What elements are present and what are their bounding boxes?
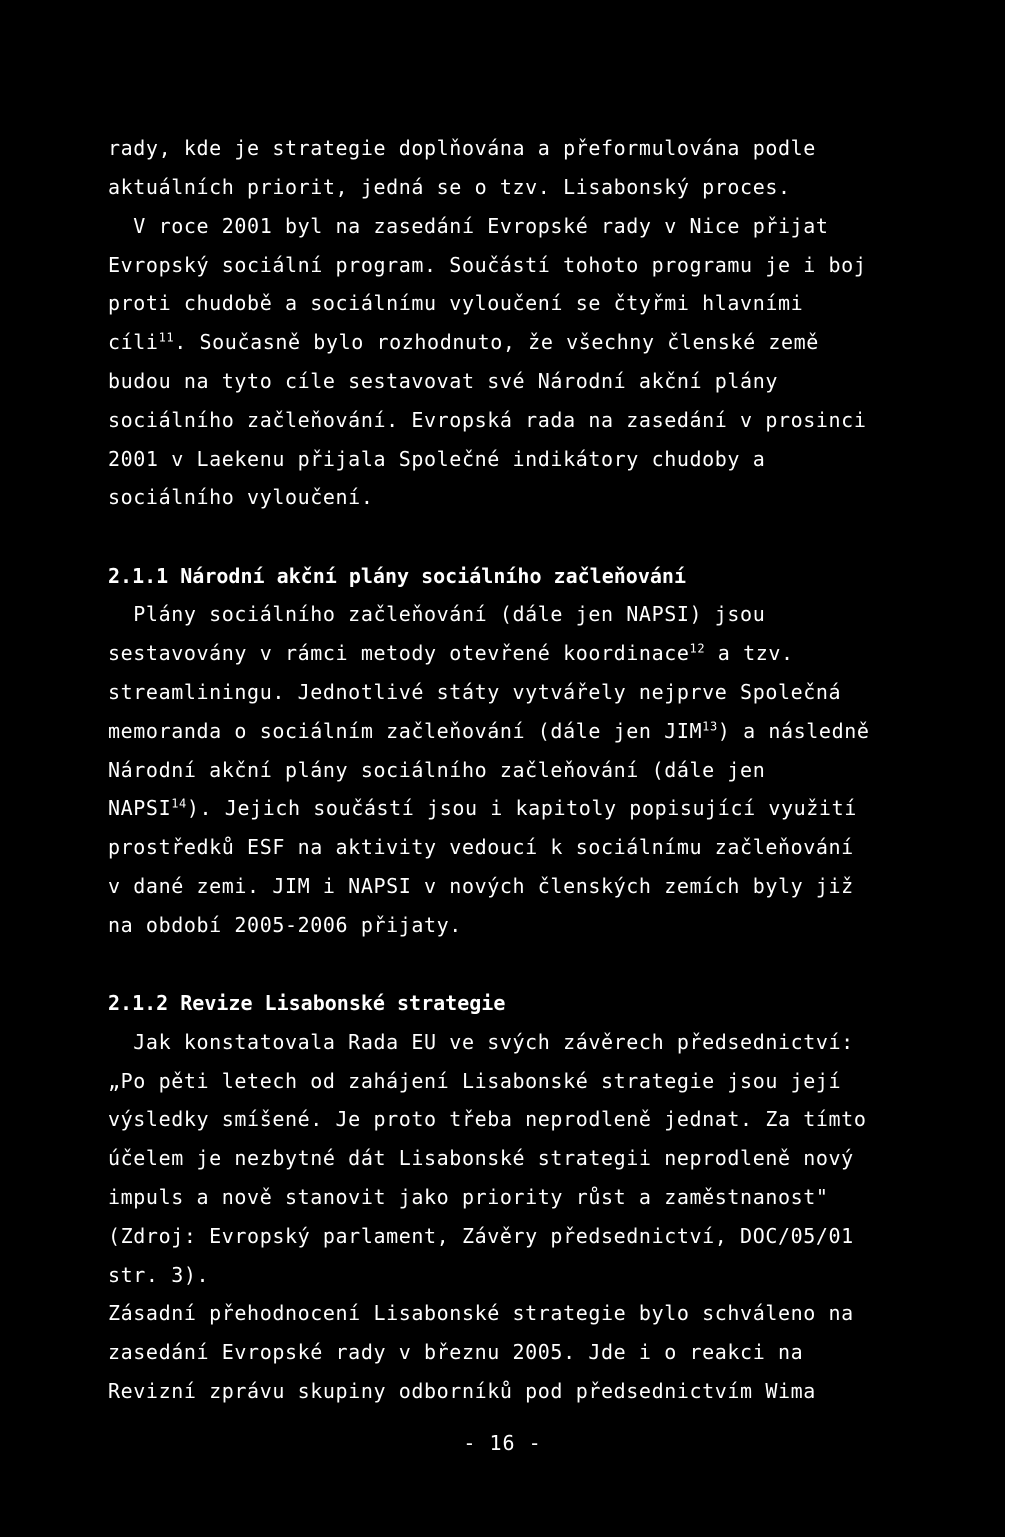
text-line: sociálního vyloučení.	[108, 485, 374, 509]
heading-title: Národní akční plány sociálního začleňování	[180, 564, 686, 588]
text-line: (Zdroj: Evropský parlament, Závěry předsednictví, DOC/05/01	[108, 1224, 854, 1248]
text-line: 2001 v Laekenu přijala Společné indikátory chudoby a	[108, 447, 766, 471]
text-line: prostředků ESF na aktivity vedoucí k sociálnímu začleňování	[108, 835, 854, 859]
text-line: V roce 2001 byl na zasedání Evropské rady v Nice přijat	[108, 214, 829, 238]
text-line: Zásadní přehodnocení Lisabonské strategie bylo schváleno na	[108, 1301, 854, 1325]
text-line: Jak konstatovala Rada EU ve svých závěrech předsednictví:	[108, 1030, 854, 1054]
footnote-ref-14: 14	[171, 796, 187, 811]
text-line: výsledky smíšené. Je proto třeba neprodleně jednat. Za tímto	[108, 1107, 867, 1131]
section-heading	[108, 991, 505, 1015]
footnote-ref-12: 12	[689, 641, 706, 656]
heading-title: Revize Lisabonské strategie	[180, 991, 506, 1015]
footnote-ref-11: 11	[158, 330, 175, 345]
text-line	[108, 796, 857, 820]
heading-number: 2.1.1	[108, 564, 169, 588]
text-line: budou na tyto cíle sestavovat své Národní akční plány	[108, 369, 778, 393]
heading-number: 2.1.2	[108, 991, 169, 1015]
text-line: rady, kde je strategie doplňována a přeformulována podle	[108, 136, 816, 160]
text-fragment: a tzv.	[705, 641, 794, 665]
text-line: impuls a nově stanovit jako priority růst a zaměstnanost"	[108, 1185, 829, 1209]
text-fragment: ). Jejich součástí jsou i kapitoly popisující využití	[186, 796, 857, 820]
footnote-ref-13: 13	[702, 719, 718, 734]
text-line: Národní akční plány sociálního začleňování (dále jen	[108, 758, 766, 782]
page-number: - 16 -	[463, 1431, 542, 1455]
text-line: „Po pěti letech od zahájení Lisabonské strategie jsou její	[108, 1069, 842, 1093]
text-fragment: ) a následně	[717, 719, 870, 743]
text-line: účelem je nezbytné dát Lisabonské strategii neprodleně nový	[108, 1146, 854, 1170]
text-line	[108, 330, 819, 354]
text-line: Evropský sociální program. Součástí tohoto programu je i boj	[108, 253, 867, 277]
text-fragment: sestavovány v rámci metody otevřené koordinace	[108, 641, 690, 665]
text-line: sociálního začleňování. Evropská rada na zasedání v prosinci	[108, 408, 867, 432]
section-heading	[108, 564, 686, 588]
text-line: Revizní zprávu skupiny odborníků pod předsednictvím Wima	[108, 1379, 816, 1403]
text-line	[108, 719, 870, 743]
text-line: zasedání Evropské rady v březnu 2005. Jde i o reakci na	[108, 1340, 804, 1364]
text-fragment: memoranda o sociálním začleňování (dále jen JIM	[108, 719, 703, 743]
text-fragment: . Současně bylo rozhodnuto, že všechny členské země	[174, 330, 819, 354]
text-fragment: cíli	[108, 330, 159, 354]
page-edge	[1005, 0, 1024, 1537]
text-line	[108, 641, 794, 665]
text-line: streamliningu. Jednotlivé státy vytvářely nejprve Společná	[108, 680, 842, 704]
text-line: v dané zemi. JIM i NAPSI v nových členských zemích byly již	[108, 874, 854, 898]
text-line: str. 3).	[108, 1263, 210, 1287]
text-line: na období 2005-2006 přijaty.	[108, 913, 462, 937]
text-line: proti chudobě a sociálnímu vyloučení se čtyřmi hlavními	[108, 291, 804, 315]
text-fragment: NAPSI	[108, 796, 172, 820]
text-line: aktuálních priorit, jedná se o tzv. Lisabonský proces.	[108, 175, 791, 199]
text-line: Plány sociálního začleňování (dále jen NAPSI) jsou	[108, 602, 766, 626]
